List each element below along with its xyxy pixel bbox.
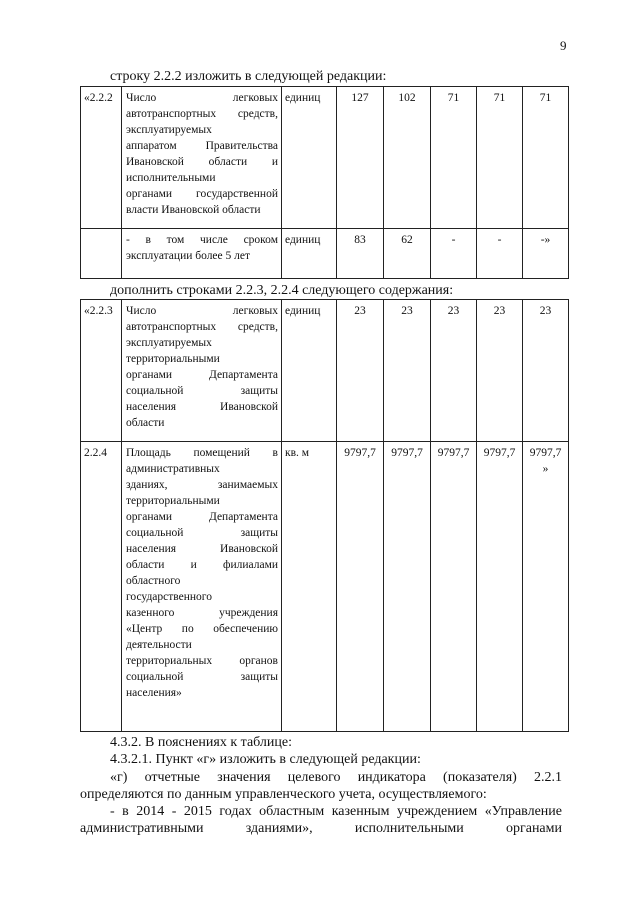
page-number: 9 [560,38,567,53]
cell-value: 83 [337,229,384,279]
cell-indicator-name: Площадь помещений в административных зданиях, занимаемых территориальными органами Департамента социальной защиты населения Ивановской области и филиалами областного государственного казенного учреждения «Центр по обеспечению деятельности территориальных органов социальной защиты населения» [122,442,282,732]
cell-value: 9797,7 [337,442,384,732]
cell-value: 23 [523,300,569,442]
cell-value: 71 [431,87,477,229]
cell-value: 23 [431,300,477,442]
cell-unit: единиц [282,300,337,442]
table-row [81,229,569,279]
cell-indicator-name: Число легковых автотранспортных средств, эксплуатируемых территориальными органами Департамента социальной защиты населения Ивановской области [122,300,282,442]
cell-number: «2.2.3 [81,300,122,442]
table-indicators-2-2-3 [80,299,569,732]
cell-unit: единиц [282,229,337,279]
cell-number: 2.2.4 [81,442,122,732]
paragraph-g-line1: «г) отчетные значения целевого индикатора (показателя) 2.2.1 [110,770,562,785]
cell-unit: кв. м [282,442,337,732]
cell-indicator-name: - в том числе сроком эксплуатации более 5 лет [122,229,282,279]
cell-number: «2.2.2 [81,87,122,229]
cell-value: 23 [337,300,384,442]
table-row [81,442,569,732]
cell-value: 62 [384,229,431,279]
table-row [81,87,569,229]
cell-value: 23 [477,300,523,442]
cell-value: - [477,229,523,279]
paragraph-dash-line1: - в 2014 - 2015 годах областным казенным учреждением «Управление [110,804,562,819]
cell-unit: единиц [282,87,337,229]
cell-value: -» [523,229,569,279]
intro-text-2: дополнить строками 2.2.3, 2.2.4 следующего содержания: [110,283,454,298]
cell-value: 23 [384,300,431,442]
intro-text-1: строку 2.2.2 изложить в следующей редакции: [110,69,387,84]
paragraph-dash-line2: административными зданиями», исполнительными органами [80,821,562,836]
paragraph-4-3-2-1: 4.3.2.1. Пункт «г» изложить в следующей редакции: [110,752,421,767]
cell-value: 9797,7 » [523,442,569,732]
cell-value: 9797,7 [477,442,523,732]
cell-value: 71 [523,87,569,229]
cell-number [81,229,122,279]
table-indicators-2-2-2 [80,86,569,279]
cell-value: 102 [384,87,431,229]
cell-value: 9797,7 [431,442,477,732]
cell-value: 127 [337,87,384,229]
paragraph-g-line2: определяются по данным управленческого учета, осуществляемого: [80,787,487,802]
table-row [81,300,569,442]
paragraph-4-3-2: 4.3.2. В пояснениях к таблице: [110,735,292,750]
cell-value: 9797,7 [384,442,431,732]
cell-value: 71 [477,87,523,229]
cell-indicator-name: Число легковых автотранспортных средств, эксплуатируемых аппаратом Правительства Ивановской области и исполнительными органами государственной власти Ивановской области [122,87,282,229]
cell-value: - [431,229,477,279]
